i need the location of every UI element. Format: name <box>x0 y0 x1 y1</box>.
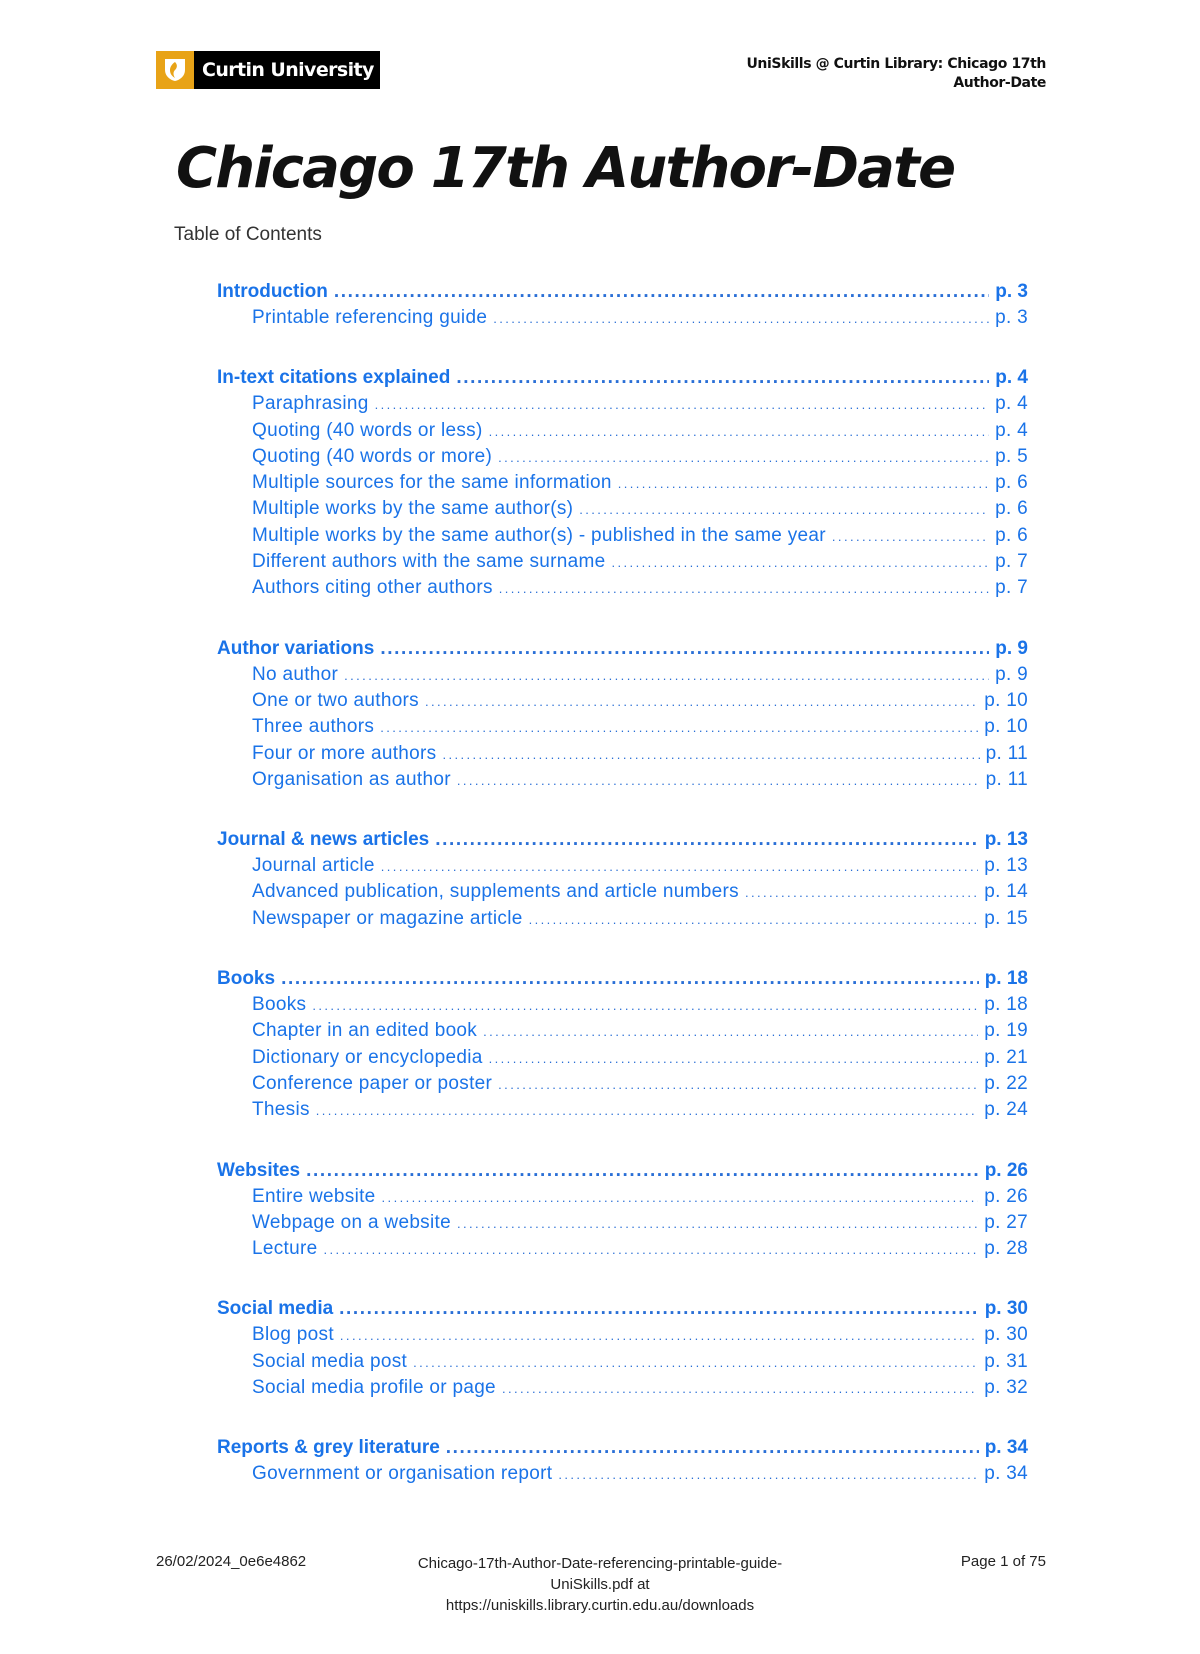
toc-item-link[interactable] <box>217 716 1028 742</box>
toc-item-link[interactable] <box>217 664 1028 690</box>
toc-item-link-page: p. 10 <box>984 689 1028 711</box>
toc-item-link-label: Books <box>252 994 307 1016</box>
footer-source-url: https://uniskills.library.curtin.edu.au/downloads <box>445 1597 755 1614</box>
toc-item-link[interactable] <box>217 690 1028 716</box>
toc-item-link-page: p. 7 <box>995 551 1028 573</box>
toc-section-link-label: Reports & grey literature <box>217 1437 440 1459</box>
toc-item-link-page: p. 11 <box>985 768 1028 790</box>
toc-item-link-label: Thesis <box>252 1099 310 1121</box>
dot-leader <box>498 450 989 465</box>
toc-item-link[interactable] <box>217 393 1028 419</box>
toc-item-link-page: p. 6 <box>995 524 1028 546</box>
toc-item-link-page: p. 10 <box>984 716 1028 738</box>
dot-leader <box>380 638 989 660</box>
toc-item-link[interactable] <box>217 1020 1028 1046</box>
toc-item-link[interactable] <box>217 307 1028 333</box>
toc-item-link-page: p. 19 <box>984 1020 1028 1042</box>
toc-item-link-label: Organisation as author <box>252 768 451 790</box>
toc-item-link-page: p. 6 <box>995 498 1028 520</box>
toc-item-link[interactable] <box>217 1186 1028 1212</box>
dot-leader <box>340 1328 978 1343</box>
toc-item-link[interactable] <box>217 498 1028 524</box>
dot-leader <box>381 859 978 874</box>
toc-item-link-label: Printable referencing guide <box>252 307 488 328</box>
toc-section-link-page: p. 18 <box>984 968 1028 990</box>
toc-section-link[interactable] <box>217 367 1028 393</box>
toc-item-link[interactable] <box>217 743 1028 769</box>
dot-leader <box>457 773 980 788</box>
toc-item-link-page: p. 6 <box>995 472 1028 494</box>
toc-item-link-page: p. 9 <box>995 663 1028 685</box>
toc-item-link-label: Webpage on a website <box>252 1211 451 1233</box>
toc-section-link-page: p. 26 <box>984 1159 1028 1181</box>
toc-section <box>217 638 1028 795</box>
toc-item-link-label: Multiple sources for the same information <box>252 472 612 494</box>
toc-item-link-page: p. 11 <box>985 742 1028 764</box>
toc-item-link-label: Advanced publication, supplements and article numbers <box>252 881 739 903</box>
page-title: Chicago 17th Author-Date <box>176 136 955 201</box>
toc-item-link-label: Social media profile or page <box>252 1377 496 1399</box>
toc-item-link-page: p. 27 <box>984 1211 1028 1233</box>
toc-item-link-page: p. 24 <box>984 1099 1028 1121</box>
toc-section-link[interactable] <box>217 829 1028 855</box>
dot-leader <box>344 668 989 683</box>
toc-section <box>217 281 1028 333</box>
toc-item-link-label: Newspaper or magazine article <box>252 907 523 929</box>
toc-item-link-label: Different authors with the same surname <box>252 551 606 573</box>
dot-leader <box>612 555 990 570</box>
shield-icon <box>156 51 194 89</box>
toc-item-link-page: p. 21 <box>984 1046 1028 1068</box>
dot-leader <box>382 1190 979 1205</box>
toc-heading: Table of Contents <box>174 224 322 245</box>
toc-item-link-page: p. 4 <box>995 393 1028 415</box>
toc-item-link-label: No author <box>252 663 339 685</box>
toc-item-link-label: Four or more authors <box>252 742 437 764</box>
toc-item-link-label: Lecture <box>252 1238 318 1260</box>
dot-leader <box>579 502 989 517</box>
toc-item-link[interactable] <box>217 551 1028 577</box>
toc-item-link[interactable] <box>217 769 1028 795</box>
toc-section-link-page: p. 13 <box>984 829 1028 851</box>
toc-item-link-page: p. 7 <box>995 577 1028 599</box>
toc-item-link-label: Conference paper or poster <box>252 1072 493 1094</box>
toc-item-link[interactable] <box>217 420 1028 446</box>
toc-item-link-label: Government or organisation report <box>252 1463 553 1485</box>
toc-section-link-label: Websites <box>217 1159 301 1181</box>
dot-leader <box>334 281 989 303</box>
running-header-line2: Author-Date <box>953 75 1046 91</box>
toc-section-link-label: Books <box>217 968 276 990</box>
toc-item-link-label: Quoting (40 words or more) <box>252 445 493 467</box>
dot-leader <box>493 311 989 326</box>
toc-item-link-label: One or two authors <box>252 689 419 711</box>
dot-leader <box>498 1077 978 1092</box>
dot-leader <box>446 1437 979 1459</box>
dot-leader <box>339 1298 979 1320</box>
dot-leader <box>745 885 978 900</box>
toc-item-link-page: p. 14 <box>984 881 1028 903</box>
footer-date-id: 26/02/2024_0e6e4862 <box>156 1553 307 1570</box>
toc-section-link[interactable] <box>217 968 1028 994</box>
toc-item-link-label: Paraphrasing <box>252 393 369 415</box>
footer-source-line2: UniSkills.pdf at <box>550 1576 650 1593</box>
toc-item-link-label: Social media post <box>252 1350 408 1372</box>
dot-leader <box>316 1103 978 1118</box>
dot-leader <box>489 424 989 439</box>
toc-section-link-page: p. 9 <box>995 637 1028 659</box>
toc-item-link-label: Entire website <box>252 1185 376 1207</box>
toc-item-link-label: Chapter in an edited book <box>252 1020 478 1042</box>
dot-leader <box>558 1467 978 1482</box>
toc-section-link-label: In-text citations explained <box>217 367 451 389</box>
toc-item-link[interactable] <box>217 577 1028 603</box>
toc-item-link[interactable] <box>217 1073 1028 1099</box>
dot-leader <box>457 1216 978 1231</box>
toc-item-link[interactable] <box>217 1047 1028 1073</box>
dot-leader <box>281 968 979 990</box>
toc-item-link[interactable] <box>217 1351 1028 1377</box>
toc-section <box>217 968 1028 1125</box>
toc-item-link-page: p. 22 <box>984 1072 1028 1094</box>
toc-item-link-label: Multiple works by the same author(s) - published in the same year <box>252 524 826 546</box>
toc-item-link-label: Multiple works by the same author(s) <box>252 498 574 520</box>
dot-leader <box>425 694 978 709</box>
toc-section-link-label: Introduction <box>217 281 328 302</box>
toc-item-link[interactable] <box>217 881 1028 907</box>
toc-item-link[interactable] <box>217 1463 1028 1489</box>
toc-item-link-label: Authors citing other authors <box>252 577 493 599</box>
dot-leader <box>499 581 989 596</box>
toc-item-link-page: p. 3 <box>995 307 1028 328</box>
toc-section-link[interactable] <box>217 1160 1028 1186</box>
toc-section-link[interactable] <box>217 281 1028 307</box>
toc-item-link[interactable] <box>217 1324 1028 1350</box>
toc-item-link[interactable] <box>217 1099 1028 1125</box>
footer-source-line1: Chicago-17th-Author-Date-referencing-printable-guide- <box>417 1555 783 1572</box>
toc-item-link-label: Dictionary or encyclopedia <box>252 1046 483 1068</box>
dot-leader <box>483 1024 978 1039</box>
toc-item-link-label: Blog post <box>252 1324 334 1346</box>
toc-section-link-page: p. 3 <box>995 281 1028 302</box>
toc-item-link-page: p. 13 <box>984 855 1028 877</box>
toc-item-link-page: p. 4 <box>995 419 1028 441</box>
dot-leader <box>312 998 978 1013</box>
toc-item-link[interactable] <box>217 472 1028 498</box>
toc-item-link-label: Three authors <box>252 716 375 738</box>
dot-leader <box>502 1381 978 1396</box>
dot-leader <box>413 1355 978 1370</box>
toc-section <box>217 367 1028 603</box>
toc-item-link[interactable] <box>217 1212 1028 1238</box>
toc-section-link-label: Journal & news articles <box>217 829 430 851</box>
toc-item-link-page: p. 31 <box>984 1350 1028 1372</box>
toc-section-link[interactable] <box>217 1298 1028 1324</box>
dot-leader <box>375 397 989 412</box>
dot-leader <box>489 1051 979 1066</box>
toc-section <box>217 829 1028 934</box>
running-header-line1: UniSkills @ Curtin Library: Chicago 17th <box>746 56 1046 72</box>
toc-section-link-page: p. 4 <box>995 367 1028 389</box>
toc-item-link-label: Journal article <box>252 855 375 877</box>
dot-leader <box>306 1160 979 1182</box>
toc-item-link-page: p. 28 <box>984 1238 1028 1260</box>
toc-item-link-page: p. 5 <box>995 445 1028 467</box>
toc-item-link-page: p. 34 <box>984 1463 1028 1485</box>
dot-leader <box>435 829 978 851</box>
toc-item-link-page: p. 26 <box>984 1185 1028 1207</box>
toc-section-link-page: p. 34 <box>984 1437 1028 1459</box>
curtin-logo <box>156 51 380 89</box>
logo-text: Curtin University <box>202 59 374 81</box>
dot-leader <box>618 476 989 491</box>
dot-leader <box>832 529 989 544</box>
toc-item-link-page: p. 32 <box>984 1377 1028 1399</box>
toc-section-link-label: Author variations <box>217 637 375 659</box>
toc-section-link[interactable] <box>217 638 1028 664</box>
toc-item-link[interactable] <box>217 525 1028 551</box>
toc-item-link[interactable] <box>217 1238 1028 1264</box>
toc-item-link[interactable] <box>217 855 1028 881</box>
running-header <box>706 55 1046 93</box>
dot-leader <box>529 912 979 927</box>
dot-leader <box>456 367 989 389</box>
toc-section <box>217 1437 1028 1489</box>
toc-section <box>217 1160 1028 1265</box>
toc-section-link[interactable] <box>217 1437 1028 1463</box>
toc-item-link-page: p. 30 <box>984 1324 1028 1346</box>
dot-leader <box>380 720 978 735</box>
toc-section-link-page: p. 30 <box>984 1298 1028 1320</box>
toc-section <box>217 1298 1028 1403</box>
dot-leader <box>442 747 979 762</box>
dot-leader <box>323 1242 978 1257</box>
table-of-contents <box>217 281 1028 1524</box>
toc-item-link[interactable] <box>217 1377 1028 1403</box>
toc-item-link[interactable] <box>217 446 1028 472</box>
toc-item-link-page: p. 18 <box>984 994 1028 1016</box>
toc-section-link-label: Social media <box>217 1298 334 1320</box>
page-number: Page 1 of 75 <box>960 1553 1046 1570</box>
toc-item-link[interactable] <box>217 994 1028 1020</box>
toc-item-link[interactable] <box>217 908 1028 934</box>
footer-source <box>380 1553 820 1616</box>
toc-item-link-page: p. 15 <box>984 907 1028 929</box>
toc-item-link-label: Quoting (40 words or less) <box>252 419 483 441</box>
